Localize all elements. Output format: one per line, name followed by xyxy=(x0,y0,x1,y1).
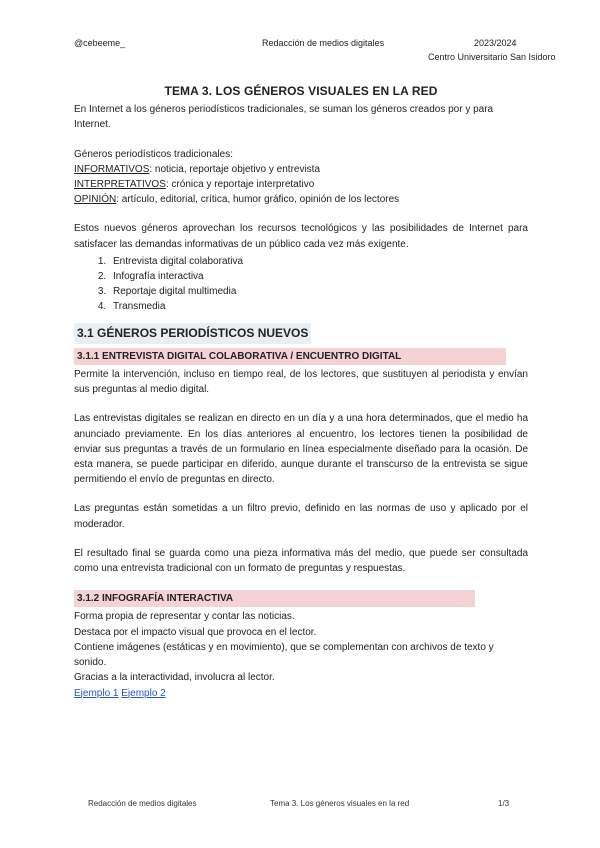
header-institution: Centro Universitario San Isidoro xyxy=(428,52,556,62)
page-title: TEMA 3. LOS GÉNEROS VISUALES EN LA RED xyxy=(164,84,438,98)
genre-text: : crónica y reportaje interpretativo xyxy=(165,179,315,191)
subsection-heading: 3.1.1 ENTREVISTA DIGITAL COLABORATIVA / ENCUENTRO DIGITAL xyxy=(74,348,506,365)
new-genres-intro: Estos nuevos géneros aprovechan los recursos tecnológicos y las posibilidades de Internet para satisfacer las demandas informativas de un público cada vez más exigente. xyxy=(74,223,528,250)
header-year: 2023/2024 xyxy=(474,38,517,48)
list-item: 1. Entrevista digital colaborativa xyxy=(109,254,528,269)
infographic-line: Forma propia de representar y contar las noticias. xyxy=(74,611,295,623)
traditional-item xyxy=(74,192,528,207)
paragraph: Permite la intervención, incluso en tiempo real, de los lectores, que sustituyen al periodista y envían sus preguntas al medio digital. xyxy=(74,369,528,396)
page-number: 1/3 xyxy=(498,799,510,808)
list-item: 3. Reportaje digital multimedia xyxy=(109,284,528,299)
paragraph: Las entrevistas digitales se realizan en directo en un día y a una hora determinados, que el medio ha anunciado previamente. En los días anteriores al encuentro, los lectores tienen la posibilidad de enviar sus preguntas a través de un formulario en línea especialmente diseñado para la ocasión. De esta manera, se puede participar en diferido, aunque durante el transcurso de la entrevista se sigue permitiendo el envío de preguntas en directo. xyxy=(74,413,528,486)
genre-label: INTERPRETATIVOS xyxy=(74,179,166,191)
list-item: 4. Transmedia xyxy=(109,299,528,314)
genre-text: : noticia, reportaje objetivo y entrevista xyxy=(149,163,321,175)
section-heading: 3.1 GÉNEROS PERIODÍSTICOS NUEVOS xyxy=(74,323,311,344)
paragraph: El resultado final se guarda como una pieza informativa más del medio, que puede ser consultada como una entrevista tradicional con un formato de preguntas y respuestas. xyxy=(74,547,528,575)
traditional-item xyxy=(74,177,528,192)
traditional-item xyxy=(74,162,528,177)
footer-topic: Tema 3. Los géneros visuales en la red xyxy=(270,799,410,808)
example-2-link[interactable]: Ejemplo 2 xyxy=(121,687,166,699)
infographic-line: Contiene imágenes (estáticas y en movimiento), que se complementan con archivos de texto y sonido. xyxy=(74,641,494,669)
document-body xyxy=(74,84,528,701)
footer-course: Redacción de medios digitales xyxy=(88,799,197,808)
infographic-line: Destaca por el impacto visual que provoca en el lector. xyxy=(74,626,317,638)
paragraph: Las preguntas están sometidas a un filtro previo, definido en las normas de uso y aplicado por el moderador. xyxy=(74,503,528,530)
header-course: Redacción de medios digitales xyxy=(262,38,385,48)
list-item: 2. Infografía interactiva xyxy=(109,269,528,284)
genre-label: OPINIÓN xyxy=(74,194,117,206)
intro-paragraph: En Internet a los géneros periodísticos tradicionales, se suman los géneros creados por y para Internet. xyxy=(74,104,494,131)
example-links xyxy=(74,686,528,701)
subsection-heading: 3.1.2 INFOGRAFÍA INTERACTIVA xyxy=(74,590,475,607)
infographic-line: Gracias a la interactividad, involucra al lector. xyxy=(74,672,275,684)
new-genres-list xyxy=(74,254,528,315)
example-1-link[interactable]: Ejemplo 1 xyxy=(74,687,119,699)
traditional-heading: Géneros periodísticos tradicionales: xyxy=(74,148,233,160)
header-author: @cebeeme_ xyxy=(74,38,126,48)
genre-text: : artículo, editorial, crítica, humor gráfico, opinión de los lectores xyxy=(116,194,400,206)
genre-label: INFORMATIVOS xyxy=(74,163,150,175)
